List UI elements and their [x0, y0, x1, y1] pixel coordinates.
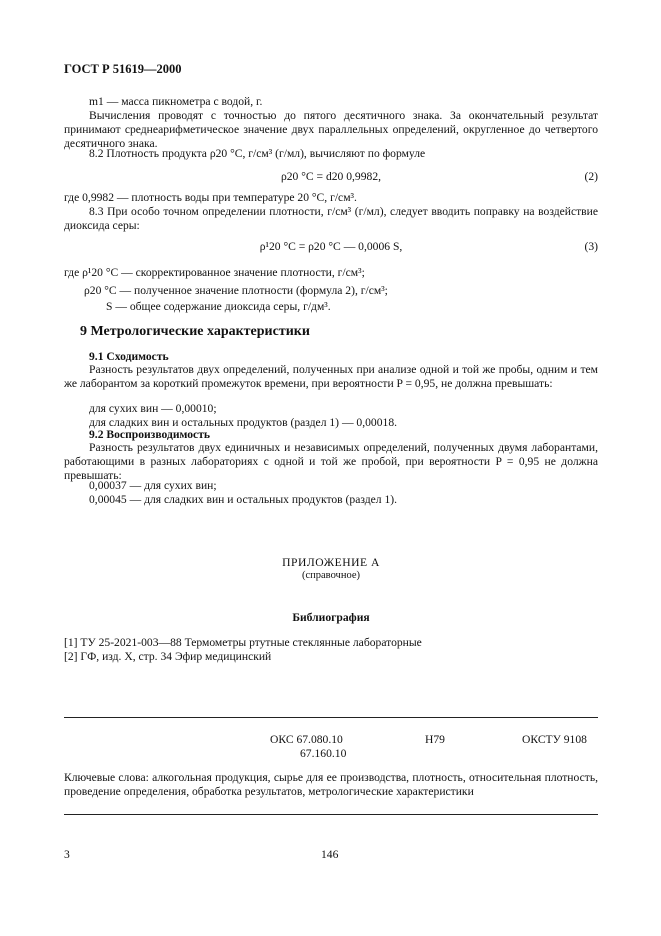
- oks-code-2: 67.160.10: [300, 747, 347, 760]
- section-8-3-where-2: ρ20 °C — полученное значение плотности (формула 2), г/см³;: [84, 284, 388, 297]
- section-8-3-where-1: где ρ¹20 °C — скорректированное значение плотности, г/см³;: [64, 266, 365, 279]
- section-8-2-where: где 0,9982 — плотность воды при температуре 20 °С, г/см³.: [64, 191, 357, 204]
- appendix-title: ПРИЛОЖЕНИЕ А: [282, 556, 380, 569]
- footer-top-rule: [64, 717, 598, 718]
- section-9-title: 9 Метрологические характеристики: [80, 324, 310, 339]
- page-number-left: 3: [64, 848, 70, 861]
- bibliography-ref-1: [1] ТУ 25-2021-003—88 Термометры ртутные стеклянные лабораторные: [64, 636, 422, 649]
- section-9-2-text: Разность результатов двух единичных и независимых определений, полученных двумя лаборантами, работающими в разных лабораториях с одной и той же пробой, при вероятности P = 0,95 не должна превышать:: [64, 441, 598, 482]
- formula-3-number: (3): [584, 240, 598, 253]
- section-8-3-text: 8.3 При особо точном определении плотности, г/см³ (г/мл), следует вводить поправку на воздействие диоксида серы:: [64, 205, 598, 232]
- footer-bottom-rule: [64, 814, 598, 815]
- bibliography-ref-2: [2] ГФ, изд. X, стр. 34 Эфир медицинский: [64, 650, 272, 663]
- section-8-3-where-3: S — общее содержание диоксида серы, г/дм³.: [106, 300, 331, 313]
- section-9-2-title: 9.2 Воспроизводимость: [89, 428, 211, 441]
- m1-text: m1 — масса пикнометра с водой, г.: [89, 95, 263, 108]
- section-9-2-dry: 0,00037 — для сухих вин;: [89, 479, 217, 492]
- appendix-subtitle: (справочное): [302, 570, 360, 581]
- formula-3-expression: ρ¹20 °C = ρ20 °C — 0,0006 S,: [259, 240, 403, 253]
- formula-2-expression: ρ20 °C = d20 0,9982,: [280, 170, 382, 183]
- m1-definition: [64, 95, 598, 109]
- formula-2: [64, 170, 598, 186]
- formula-3: [64, 240, 598, 256]
- section-9-1-title: 9.1 Сходимость: [89, 350, 169, 363]
- document-header: ГОСТ Р 51619—2000: [64, 62, 182, 76]
- section-8-2-text: 8.2 Плотность продукта ρ20 °C, г/см³ (г/мл), вычисляют по формуле: [89, 147, 426, 160]
- section-9-1-text: Разность результатов двух определений, полученных при анализе одной и той же пробы, одним и тем же лаборантом за короткий промежуток времени, при вероятности P = 0,95, не должна превышать:: [64, 363, 598, 390]
- bibliography-title: Библиография: [292, 611, 370, 624]
- keywords: Ключевые слова: алкогольная продукция, сырье для ее производства, плотность, относительная плотность, проведение определения, обработка результатов, метрологические характеристики: [64, 771, 598, 798]
- okstu-code: ОКСТУ 9108: [522, 733, 587, 746]
- formula-2-number: (2): [584, 170, 598, 183]
- section-9-1-dry: для сухих вин — 0,00010;: [89, 402, 217, 415]
- calculation-note: Вычисления проводят с точностью до пятого десятичного знака. За окончательный результат принимают среднеарифметическое значение двух параллельных определений, округленное до четвертого десятичного знака.: [64, 109, 598, 150]
- page-number-center: 146: [321, 848, 339, 861]
- classification-code: Н79: [425, 733, 445, 746]
- section-9-1-sweet: для сладких вин и остальных продуктов (раздел 1) — 0,00018.: [89, 416, 398, 429]
- oks-code-1: ОКС 67.080.10: [270, 733, 343, 746]
- section-9-2-sweet: 0,00045 — для сладких вин и остальных продуктов (раздел 1).: [89, 493, 398, 506]
